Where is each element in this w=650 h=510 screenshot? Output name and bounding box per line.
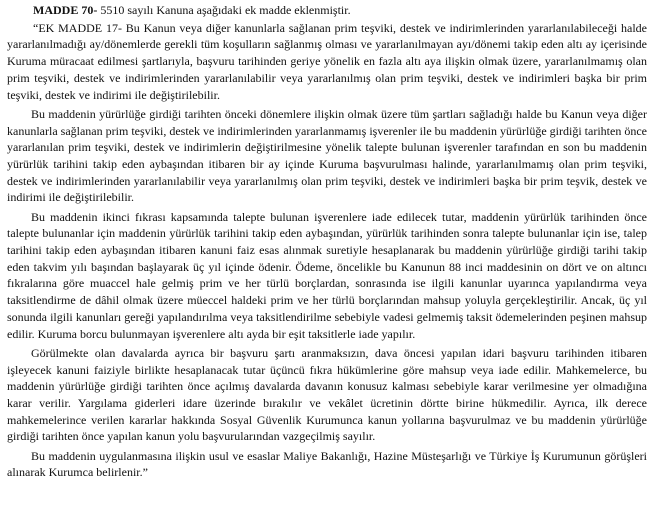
article-heading	[7, 2, 647, 19]
article-label: MADDE 70-	[33, 3, 98, 17]
paragraph-pending-cases: Görülmekte olan davalarda ayrıca bir başvuru şartı aranmaksızın, dava öncesi yapılan idari başvuru tarihinden itibaren işleyecek kanuni faiziyle birlikte hesaplanacak tutar üçüncü fıkra hükümlerine göre mahsup veya iade edilir. Mahkemelerce, bu maddenin yürürlüğe girdiği tarihten önce açılmış davalarda davanın konusuz kalması sebebiyle karar verilmesine yer olmadığına karar verilir. Yargılama giderleri idare üzerinde bırakılır ve vekâlet ücretinin dörtte birine hükmedilir. Ayrıca, ilk derece mahkemelerince verilen kararlar hakkında Sosyal Güvenlik Kurumunca kanun yollarına başvurulmaz ve bu maddenin yürürlüğe girdiği tarihten önce yapılan kanun yolu başvurularından vazgeçilmiş sayılır.	[7, 345, 647, 444]
paragraph-prior-periods: Bu maddenin yürürlüğe girdiği tarihten önceki dönemlere ilişkin olmak üzere tüm şartları sağladığı halde bu Kanun veya diğer kanunlarla sağlanan prim teşviki, destek ve indirimlerinden yararlanmamış işverenler ile bu maddenin yürürlüğe girdiği tarihten önce yararlanılan prim teşviki, destek ve indirimlerin değiştirilmesine yönelik talepte bulunan işverenler tarafından en son bu maddenin yürürlük tarihini takip eden aybaşından itibaren bir ay içinde Kuruma başvurulması halinde, yararlanılmamış olan prim teşviki, destek ve indirimlerinden yararlanılabilir veya yararlanılmış olan prim teşviki, destek ve indirimleri başka bir prim teşvik, destek ve indirimi ile değiştirilebilir.	[7, 106, 647, 205]
document-body	[7, 2, 647, 484]
article-intro: 5510 sayılı Kanuna aşağıdaki ek madde eklenmiştir.	[97, 3, 351, 17]
paragraph-implementation: Bu maddenin uygulanmasına ilişkin usul ve esaslar Maliye Bakanlığı, Hazine Müsteşarlığı ve Türkiye İş Kurumunun görüşleri alınarak Kurumca belirlenir.”	[7, 448, 647, 480]
paragraph-refund-amount: Bu maddenin ikinci fıkrası kapsamında talepte bulunan işverenlere iade edilecek tutar, maddenin yürürlük tarihinden önce talepte bulunanlar için maddenin yürürlük tarihini takip eden aybaşından, yürürlük tarihinden sonra talepte bulunanlar için ise, talep tarihini takip eden aybaşından itibaren kanuni faiz esas alınmak suretiyle hesaplanarak bu maddenin yürürlüğe girdiği tarihi takip eden takvim yılı başından başlayarak üç yıl içinde ödenir. Ödeme, öncelikle bu Kanunun 88 inci maddesinin on dört ve on altıncı fıkralarına göre muaccel hale gelmiş prim ve her türlü borçlardan, sonrasında ise ilgili kanunlar uyarınca yapılandırma veya taksitlendirme de dâhil olmak üzere müeccel haldeki prim ve her türlü borçlarından mahsup yoluyla gerçekleştirilir. Ancak, üç yıl sonunda ilgili kanunları gereği yapılandırılma veya taksitlendirilme sebebiyle vadesi gelmemiş taksit ödemelerinden peşinen mahsup edilir. Kuruma borcu bulunmayan işverenlere altı ayda bir eşit taksitlerle iade yapılır.	[7, 209, 647, 341]
paragraph-ek-madde-17: “EK MADDE 17- Bu Kanun veya diğer kanunlarla sağlanan prim teşviki, destek ve indirimlerinden yararlanılabileceği halde yararlanılmadığı ay/dönemlerde gerekli tüm koşulların sağlanmış olması ve yararlanılmayan ayı/dönemi takip eden altı ay içerisinde Kuruma müracaat edilmesi şartlarıyla, başvuru tarihinden geriye yönelik en fazla altı aya ilişkin olmak üzere, yararlanılmamış olan prim teşviki, destek ve indirimlerinden yararlanılabilir veya yararlanılmış olan prim teşviki, destek ve indirimleri başka bir prim teşviki, destek ve indirimi ile değiştirilebilir.	[7, 20, 647, 102]
